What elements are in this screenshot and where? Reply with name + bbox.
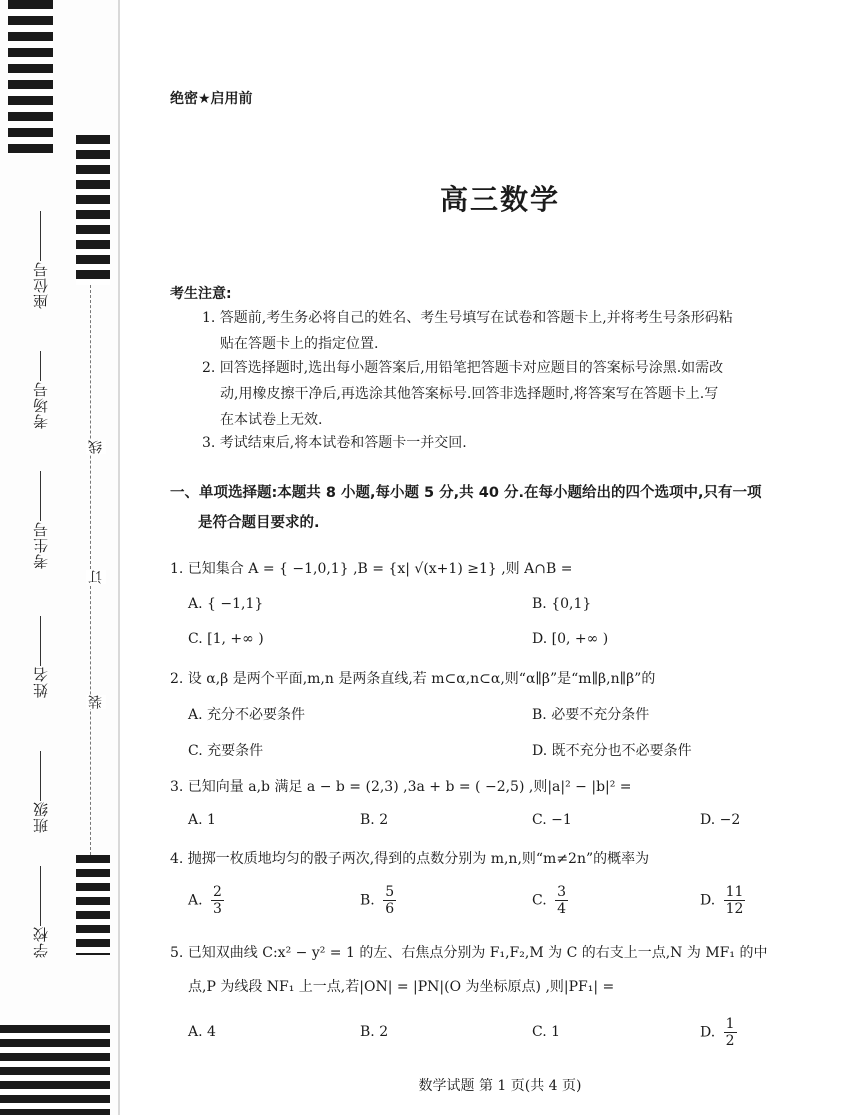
notice-item-1 [202,305,822,357]
section-line: 是符合题目要求的. [198,515,320,531]
class-field [20,745,60,833]
q1-option-d: D. [0, +∞ ) [532,631,609,647]
q4-option-a [188,884,224,917]
exam-room-label: 考场号 [31,381,50,429]
option-label: A. [188,892,203,909]
exam-room-field [20,345,60,429]
cut-mark-bind: 装 [88,695,104,709]
question-3-stem: 3. 已知向量 a,b 满足 a − b = (2,3) ,3a + b = ( −2,5) ,则|a|² − |b|² = [170,779,632,795]
fraction [383,884,396,917]
denominator: 6 [385,901,395,917]
q5-option-c: C. 1 [532,1024,561,1040]
cut-mark-order: 订 [88,570,104,584]
q1-option-b: B. {0,1} [532,596,592,612]
name-label: 姓名 [31,666,50,698]
q1-option-c: C. [1, +∞ ) [188,631,264,647]
denominator: 12 [725,901,744,917]
cut-mark-line: 线 [88,440,104,454]
q2-option-c: C. 充要条件 [188,743,264,759]
fill-line [40,866,41,926]
school-label: 学校 [31,926,50,958]
confidential-mark: 绝密★启用前 [170,91,253,107]
fraction [724,1016,737,1049]
denominator: 2 [725,1033,735,1049]
q1-option-a: A. { −1,1} [188,596,264,612]
denominator: 3 [213,901,222,917]
fill-line [40,751,41,801]
school-field [20,860,60,958]
option-label: D. [700,892,716,909]
notice-heading: 考生注意: [170,286,232,302]
notice-line: 动,用橡皮擦干净后,再选涂其他答案标号.回答非选择题时,将答案写在答题卡上.写 [220,386,719,402]
q2-option-b: B. 必要不充分条件 [532,707,650,723]
question-5-stem: 5. 已知双曲线 C:x² − y² = 1 的左、右焦点分别为 F₁,F₂,M 为 C 的右支上一点,N 为 MF₁ 的中 [170,945,768,961]
question-2-stem: 2. 设 α,β 是两个平面,m,n 是两条直线,若 m⊂α,n⊂α,则“α∥β”是“m∥β,n∥β”的 [170,671,656,687]
q3-option-b: B. 2 [360,812,389,828]
notice-item-2 [202,355,822,433]
numerator: 3 [557,884,567,900]
option-label: C. [532,892,547,909]
notice-line: 1. 答题前,考生务必将自己的姓名、考生号填写在试卷和答题卡上,并将考生号条形码粘 [202,310,733,326]
seat-number-field [20,205,60,309]
fraction [211,884,224,917]
question-5-stem-cont: 点,P 为线段 NF₁ 上一点,若|ON| = |PN|(O 为坐标原点) ,则|PF₁| = [188,979,615,995]
notice-line: 贴在答题卡上的指定位置. [220,336,379,352]
option-label: D. [700,1024,716,1041]
notice-item-3 [202,430,822,456]
question-1-stem: 1. 已知集合 A = { −1,0,1} ,B = {x| √(x+1) ≥1} ,则 A∩B = [170,561,573,577]
binding-margin [0,0,120,1115]
seat-number-label: 座位号 [31,261,50,309]
barcode-stripes-mid-bottom [76,855,110,955]
q3-option-a: A. 1 [188,812,216,828]
fill-line [40,616,41,666]
fill-line [40,471,41,521]
numerator: 11 [725,884,744,900]
name-field [20,610,60,698]
fraction [555,884,568,917]
page-title: 高三数学 [439,183,560,216]
numerator: 2 [213,884,222,900]
barcode-stripes-bottom [0,1025,110,1115]
option-label: B. [360,892,375,909]
page-footer: 数学试题 第 1 页(共 4 页) [418,1078,582,1094]
notice-line: 2. 回答选择题时,选出每小题答案后,用铅笔把答题卡对应题目的答案标号涂黑.如需改 [202,360,724,376]
student-number-field [20,465,60,569]
q3-option-c: C. −1 [532,812,572,828]
numerator: 1 [725,1016,735,1032]
q3-option-d: D. −2 [700,812,741,828]
numerator: 5 [385,884,395,900]
q5-option-a: A. 4 [188,1024,216,1040]
section-line: 一、单项选择题:本题共 8 小题,每小题 5 分,共 40 分.在每小题给出的四个选项中,只有一项 [170,485,762,501]
section-heading [170,478,830,538]
barcode-stripes-mid-top [76,135,110,285]
denominator: 4 [557,901,567,917]
notice-line: 在本试卷上无效. [220,412,323,428]
q2-option-d: D. 既不充分也不必要条件 [532,743,692,759]
fraction [724,884,746,917]
q5-option-d [700,1016,737,1049]
q4-option-c [532,884,568,917]
notice-line: 3. 考试结束后,将本试卷和答题卡一并交回. [202,435,467,451]
class-label: 班级 [31,801,50,833]
barcode-stripes-top [8,0,53,155]
q4-option-d [700,884,745,917]
fill-line [40,211,41,261]
q4-option-b [360,884,396,917]
q5-option-b: B. 2 [360,1024,389,1040]
question-4-stem: 4. 抛掷一枚质地均匀的骰子两次,得到的点数分别为 m,n,则“m≠2n”的概率为 [170,851,650,867]
student-number-label: 考生号 [31,521,50,569]
fill-line [40,351,41,381]
q2-option-a: A. 充分不必要条件 [188,707,306,723]
